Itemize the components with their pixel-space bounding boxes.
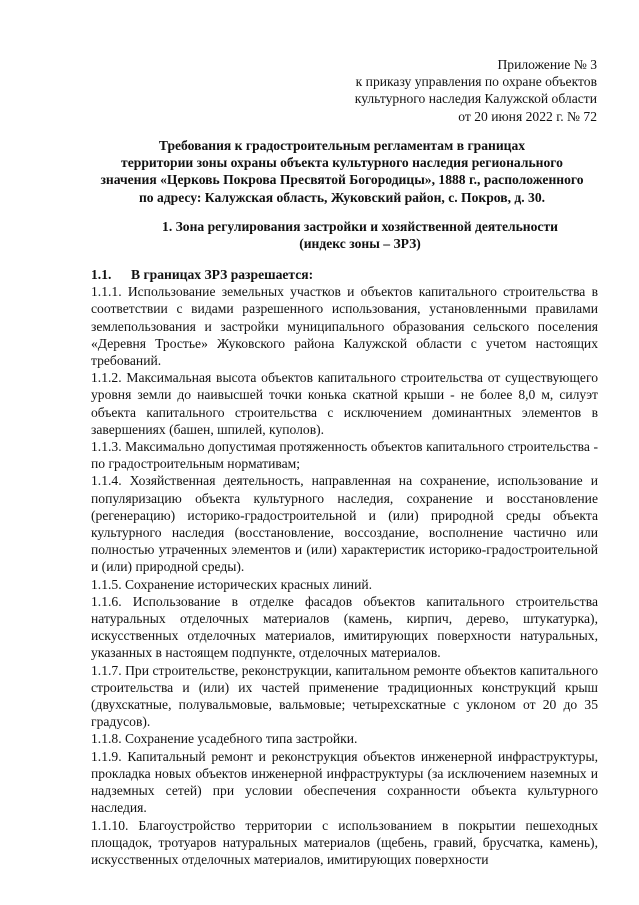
clause-paragraph: 1.1.5. Сохранение исторических красных линий.	[91, 576, 373, 592]
subsection-title: В границах ЗРЗ разрешается:	[131, 267, 314, 282]
clause-paragraph: 1.1.9. Капитальный ремонт и реконструкция объектов инженерной инфраструктуры, прокладка новых объектов инженерной инфраструктуры (за исключением наземных и надземных сетей) при условии обеспечения сохранности объекта культурного наследия.	[91, 748, 598, 816]
title-line: Требования к градостроительным регламентам в границах	[158, 138, 526, 153]
title-line: по адресу: Калужская область, Жуковский район, с. Покров, д. 30.	[138, 189, 546, 205]
clause-paragraph: 1.1.7. При строительстве, реконструкции, капитальном ремонте объектов капитального строительства и (или) их частей применение традиционных конструкций крыш (двухскатные, полувальмовые, вальмовые; четырехскатные с уклоном от 20 до 35 градусов).	[91, 662, 598, 730]
subsection-heading	[91, 266, 598, 283]
annex-line: культурного наследия Калужской области	[354, 91, 597, 107]
clause-paragraph: 1.1.4. Хозяйственная деятельность, направленная на сохранение, использование и популяризацию объекта культурного наследия, сохранение и восстановление (регенерацию) историко-градостроительной и (или) природной среды объекта культурного наследия (восстановление, воссоздание, восполнение частично или полностью утраченных элементов и (или) характеристик историко-градостроительной и (или) природной среды).	[91, 473, 598, 575]
clause-paragraph: 1.1.2. Максимальная высота объектов капитального строительства от существующего уровня земли до наивысшей точки конька скатной крыши - не более 8,0 м, силуэт объекта капитального строительства с исключением доминантных элементов в завершениях (башен, шпилей, куполов).	[91, 370, 598, 437]
clause-paragraph: 1.1.10. Благоустройство территории с использованием в покрытии пешеходных площадок, тротуаров натуральных материалов (щебень, гравий, брусчатка, камень), искусственных отделочных материалов, имитирующих поверхности	[91, 817, 598, 867]
subsection-number: 1.1.	[91, 267, 112, 282]
clause-paragraph: 1.1.1. Использование земельных участков и объектов капитального строительства в соответствии с видами разрешенного использования, установленными правилами землепользования и застройки муниципального образования сельского поселения «Деревня Тростье» Жуковского района Калужской области с учетом настоящих требований.	[91, 284, 598, 369]
title-line: значения «Церковь Покрова Пресвятой Богородицы», 1888 г., расположенного	[100, 172, 584, 188]
annex-header	[300, 56, 597, 125]
clause-paragraph: 1.1.3. Максимально допустимая протяженность объектов капитального строительства - по градостроительным нормативам;	[91, 439, 598, 472]
annex-line: от 20 июня 2022 г. № 72	[458, 108, 597, 124]
title-line: территории зоны охраны объекта культурного наследия регионального	[121, 155, 563, 171]
section-heading-line: 1. Зона регулирования застройки и хозяйственной деятельности	[162, 219, 558, 234]
document-title	[88, 137, 596, 206]
clause-paragraph: 1.1.8. Сохранение усадебного типа застройки.	[91, 731, 358, 747]
section-heading-line: (индекс зоны – ЗРЗ)	[299, 236, 421, 252]
document-body	[91, 266, 598, 868]
annex-line: Приложение № 3	[497, 57, 597, 72]
annex-line: к приказу управления по охране объектов	[355, 74, 597, 90]
clause-paragraph: 1.1.6. Использование в отделке фасадов объектов капитального строительства натуральных отделочных материалов (камень, кирпич, дерево, штукатурка), искусственных отделочных материалов, имитирующих поверхности натуральных, указанных в настоящем подпункте, отделочных материалов.	[91, 593, 598, 661]
section-heading	[150, 218, 570, 252]
